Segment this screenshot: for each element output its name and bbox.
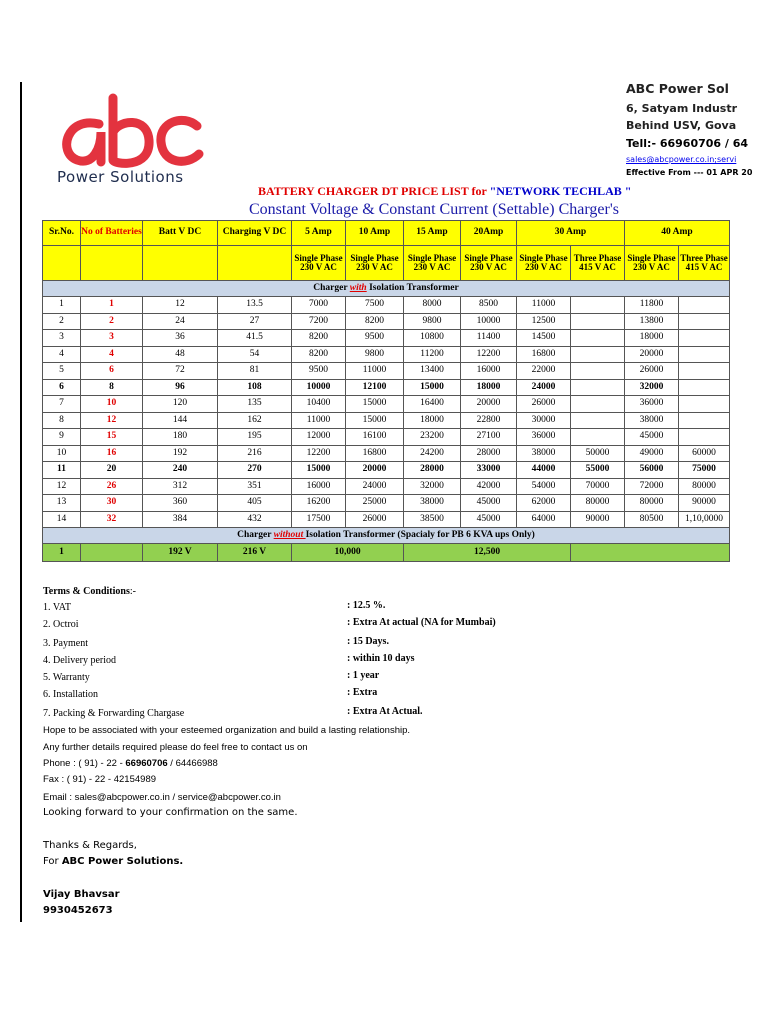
header-40-amp: 40 Amp (625, 221, 730, 246)
subheader-phase: Three Phase 415 V AC (679, 246, 730, 281)
subheader-empty (143, 246, 218, 281)
battery-count-cell: 1 (81, 297, 143, 314)
table-cell (679, 330, 730, 347)
table-cell: 45000 (461, 511, 517, 528)
table-cell: 12100 (346, 379, 404, 396)
table-cell (571, 330, 625, 347)
table-cell: 108 (218, 379, 292, 396)
table-cell: 20000 (625, 346, 679, 363)
table-cell: 216 (218, 445, 292, 462)
table-row (43, 396, 730, 413)
table-cell: 14500 (517, 330, 571, 347)
table-cell: 11800 (625, 297, 679, 314)
table-row (43, 511, 730, 528)
table-cell (571, 297, 625, 314)
table-cell: 144 (143, 412, 218, 429)
table-cell: 48 (143, 346, 218, 363)
table-cell: 22000 (517, 363, 571, 380)
table-cell: 16000 (292, 478, 346, 495)
table-cell: 11000 (517, 297, 571, 314)
logo-tagline: Power Solutions (57, 168, 184, 186)
term-label: 2. Octroi (43, 619, 79, 630)
table-cell: 62000 (517, 495, 571, 512)
signer-phone: 9930452673 (43, 905, 113, 916)
table-cell: 36 (143, 330, 218, 347)
table-cell: 22800 (461, 412, 517, 429)
term-value: : within 10 days (347, 653, 415, 664)
table-cell (679, 412, 730, 429)
contact-email: Email : sales@abcpower.co.in / service@abcpower.co.in (43, 792, 281, 803)
table-cell: 20000 (461, 396, 517, 413)
table-cell: 49000 (625, 445, 679, 462)
battery-count-cell: 26 (81, 478, 143, 495)
company-info (626, 81, 768, 177)
term-value: : Extra (347, 687, 378, 698)
table-cell: 80000 (571, 495, 625, 512)
subheader-empty (81, 246, 143, 281)
table-cell: 18000 (461, 379, 517, 396)
table-cell (571, 429, 625, 446)
table-cell: 351 (218, 478, 292, 495)
term-value: : Extra At Actual. (347, 706, 423, 717)
table-cell: 7500 (346, 297, 404, 314)
table-cell: 4 (43, 346, 81, 363)
table-cell: 9 (43, 429, 81, 446)
table-cell: 90000 (571, 511, 625, 528)
term-value: : 12.5 %. (347, 600, 386, 611)
term-label: 4. Delivery period (43, 655, 117, 666)
table-subheader-row (43, 246, 730, 281)
subheader-phase: Single Phase 230 V AC (292, 246, 346, 281)
term-value: : 15 Days. (347, 636, 389, 647)
header-no-of-batteries: No of Batteries (81, 221, 143, 246)
term-label: 3. Payment (43, 638, 88, 649)
term-label: 6. Installation (43, 689, 98, 700)
table-cell: 8 (43, 412, 81, 429)
subheader-phase: Single Phase 230 V AC (517, 246, 571, 281)
section-title: Charger with Isolation Transformer (43, 281, 730, 297)
table-cell: 6 (43, 379, 81, 396)
table-row (43, 429, 730, 446)
table-cell: 2 (43, 313, 81, 330)
table-cell: 25000 (346, 495, 404, 512)
header-5-amp: 5 Amp (292, 221, 346, 246)
table-row (43, 412, 730, 429)
battery-count-cell: 10 (81, 396, 143, 413)
table-cell: 55000 (571, 462, 625, 479)
table-cell: 135 (218, 396, 292, 413)
table-cell: 216 V (218, 544, 292, 562)
table-cell: 16400 (404, 396, 461, 413)
company-email-link[interactable]: sales@abcpower.co.in;servi (626, 155, 737, 164)
client-name: "NETWORK TECHLAB " (489, 184, 632, 198)
table-cell (571, 544, 730, 562)
table-cell: 192 V (143, 544, 218, 562)
table-cell (571, 396, 625, 413)
table-cell: 11400 (461, 330, 517, 347)
table-row (43, 478, 730, 495)
table-cell: 80500 (625, 511, 679, 528)
table-cell: 56000 (625, 462, 679, 479)
table-cell: 405 (218, 495, 292, 512)
subheader-phase: Single Phase 230 V AC (346, 246, 404, 281)
header-10-amp: 10 Amp (346, 221, 404, 246)
table-row (43, 297, 730, 314)
term-label: 1. VAT (43, 602, 71, 613)
section-without-isolation (43, 528, 730, 544)
signer-name: Vijay Bhavsar (43, 889, 120, 900)
table-cell: 12200 (292, 445, 346, 462)
table-cell: 38000 (517, 445, 571, 462)
table-cell: 26000 (346, 511, 404, 528)
closing-hope: Hope to be associated with your esteemed organization and build a lasting relationship. (43, 725, 411, 736)
table-cell: 54 (218, 346, 292, 363)
table-cell: 1 (43, 544, 81, 562)
company-address-line-1: 6, Satyam Industr (626, 102, 738, 115)
closing-company: For ABC Power Solutions. (43, 856, 184, 867)
table-cell: 15000 (346, 412, 404, 429)
table-cell: 45000 (625, 429, 679, 446)
table-cell: 9500 (292, 363, 346, 380)
table-cell: 38000 (404, 495, 461, 512)
table-cell: 13400 (404, 363, 461, 380)
table-cell: 50000 (571, 445, 625, 462)
header-charging-v-dc: Charging V DC (218, 221, 292, 246)
table-cell: 360 (143, 495, 218, 512)
table-cell (81, 544, 143, 562)
table-cell: 9500 (346, 330, 404, 347)
table-cell: 72000 (625, 478, 679, 495)
table-cell: 15000 (404, 379, 461, 396)
table-cell: 96 (143, 379, 218, 396)
table-cell: 80000 (679, 478, 730, 495)
table-cell: 10800 (404, 330, 461, 347)
table-cell: 30000 (517, 412, 571, 429)
table-cell: 26000 (625, 363, 679, 380)
table-cell: 10 (43, 445, 81, 462)
table-cell (571, 412, 625, 429)
table-cell: 1 (43, 297, 81, 314)
battery-count-cell: 6 (81, 363, 143, 380)
table-cell: 195 (218, 429, 292, 446)
table-cell (679, 396, 730, 413)
table-cell (679, 429, 730, 446)
table-cell: 16200 (292, 495, 346, 512)
contact-phone: Phone : ( 91) - 22 - 66960706 / 64466988 (43, 758, 218, 769)
table-cell: 44000 (517, 462, 571, 479)
price-table (42, 220, 730, 562)
table-cell: 1,10,0000 (679, 511, 730, 528)
table-cell: 81 (218, 363, 292, 380)
company-telephone: Tell:- 66960706 / 64 (626, 137, 749, 150)
table-cell: 9800 (404, 313, 461, 330)
table-cell: 192 (143, 445, 218, 462)
table-cell (571, 346, 625, 363)
table-cell: 13.5 (218, 297, 292, 314)
table-cell: 12500 (517, 313, 571, 330)
table-cell: 90000 (679, 495, 730, 512)
battery-count-cell: 15 (81, 429, 143, 446)
header-batt-v-dc: Batt V DC (143, 221, 218, 246)
table-cell (679, 346, 730, 363)
table-cell: 13800 (625, 313, 679, 330)
battery-count-cell: 3 (81, 330, 143, 347)
table-cell: 8000 (404, 297, 461, 314)
table-cell: 24200 (404, 445, 461, 462)
table-cell: 38000 (625, 412, 679, 429)
header-15-amp: 15 Amp (404, 221, 461, 246)
table-cell: 240 (143, 462, 218, 479)
table-cell: 33000 (461, 462, 517, 479)
table-cell: 75000 (679, 462, 730, 479)
table-cell: 11 (43, 462, 81, 479)
table-cell: 10000 (292, 379, 346, 396)
table-cell: 16100 (346, 429, 404, 446)
subheader-empty (218, 246, 292, 281)
table-cell: 32000 (625, 379, 679, 396)
table-cell: 54000 (517, 478, 571, 495)
left-border-line (20, 82, 22, 922)
table-cell: 28000 (404, 462, 461, 479)
section-with-isolation (43, 281, 730, 297)
subheader-phase: Three Phase 415 V AC (571, 246, 625, 281)
table-cell: 312 (143, 478, 218, 495)
battery-count-cell: 12 (81, 412, 143, 429)
table-cell: 10,000 (292, 544, 404, 562)
table-cell: 8200 (292, 346, 346, 363)
battery-count-cell: 8 (81, 379, 143, 396)
section-title: Charger without Isolation Transformer (Spacialy for PB 6 KVA ups Only) (43, 528, 730, 544)
table-header-row (43, 221, 730, 246)
table-cell: 270 (218, 462, 292, 479)
table-cell: 23200 (404, 429, 461, 446)
subheader-phase: Single Phase 230 V AC (625, 246, 679, 281)
table-cell: 80000 (625, 495, 679, 512)
table-cell: 15000 (346, 396, 404, 413)
table-cell (679, 363, 730, 380)
table-cell: 120 (143, 396, 218, 413)
terms-heading: Terms & Conditions:- (43, 586, 136, 597)
table-cell: 24000 (517, 379, 571, 396)
table-cell: 7 (43, 396, 81, 413)
table-cell: 5 (43, 363, 81, 380)
table-cell: 9800 (346, 346, 404, 363)
table-cell (571, 379, 625, 396)
term-label: 7. Packing & Forwarding Chargase (43, 708, 185, 719)
table-row (43, 313, 730, 330)
price-list-subtitle: Constant Voltage & Constant Current (Settable) Charger's (249, 201, 619, 218)
table-cell: 70000 (571, 478, 625, 495)
table-cell: 27 (218, 313, 292, 330)
contact-fax: Fax : ( 91) - 22 - 42154989 (43, 774, 157, 785)
term-value: : 1 year (347, 670, 380, 681)
table-cell: 11000 (292, 412, 346, 429)
subheader-empty (43, 246, 81, 281)
table-cell: 10000 (461, 313, 517, 330)
table-cell: 72 (143, 363, 218, 380)
table-row (43, 462, 730, 479)
table-row (43, 346, 730, 363)
company-name: ABC Power Sol (626, 81, 729, 96)
table-cell: 13 (43, 495, 81, 512)
table-cell (571, 363, 625, 380)
table-cell: 32000 (404, 478, 461, 495)
closing-further: Any further details required please do feel free to contact us on (43, 742, 308, 753)
table-cell (679, 313, 730, 330)
price-list-title: BATTERY CHARGER DT PRICE LIST for "NETWORK TECHLAB " (258, 184, 632, 198)
table-cell: 12 (143, 297, 218, 314)
table-cell: 18000 (404, 412, 461, 429)
table-cell: 16800 (346, 445, 404, 462)
table-cell: 36000 (625, 396, 679, 413)
battery-count-cell: 20 (81, 462, 143, 479)
table-cell: 38500 (404, 511, 461, 528)
header-30-amp: 30 Amp (517, 221, 625, 246)
table-cell: 64000 (517, 511, 571, 528)
table-cell: 8500 (461, 297, 517, 314)
table-cell: 12200 (461, 346, 517, 363)
table-cell: 14 (43, 511, 81, 528)
battery-count-cell: 2 (81, 313, 143, 330)
table-cell: 26000 (517, 396, 571, 413)
table-row (43, 495, 730, 512)
table-cell: 7200 (292, 313, 346, 330)
table-cell: 11000 (346, 363, 404, 380)
table-row (43, 544, 730, 562)
table-cell: 60000 (679, 445, 730, 462)
table-cell: 12 (43, 478, 81, 495)
table-cell: 432 (218, 511, 292, 528)
table-cell: 15000 (292, 462, 346, 479)
table-row (43, 379, 730, 396)
table-cell: 24 (143, 313, 218, 330)
table-cell: 180 (143, 429, 218, 446)
table-cell (571, 313, 625, 330)
table-row (43, 330, 730, 347)
table-cell: 162 (218, 412, 292, 429)
table-row (43, 363, 730, 380)
subheader-phase: Single Phase 230 V AC (404, 246, 461, 281)
term-value: : Extra At actual (NA for Mumbai) (347, 617, 496, 628)
table-cell: 3 (43, 330, 81, 347)
header-20-amp: 20Amp (461, 221, 517, 246)
battery-count-cell: 32 (81, 511, 143, 528)
table-cell: 12,500 (404, 544, 571, 562)
table-cell: 11200 (404, 346, 461, 363)
table-cell: 42000 (461, 478, 517, 495)
table-cell: 17500 (292, 511, 346, 528)
table-cell: 20000 (346, 462, 404, 479)
table-cell: 45000 (461, 495, 517, 512)
table-cell: 27100 (461, 429, 517, 446)
table-cell: 18000 (625, 330, 679, 347)
table-cell: 28000 (461, 445, 517, 462)
closing-thanks: Thanks & Regards, (43, 840, 137, 851)
table-cell: 41.5 (218, 330, 292, 347)
table-cell: 8200 (292, 330, 346, 347)
table-cell: 16800 (517, 346, 571, 363)
table-cell: 24000 (346, 478, 404, 495)
table-cell: 12000 (292, 429, 346, 446)
table-cell: 10400 (292, 396, 346, 413)
effective-date: Effective From --- 01 APR 20 (626, 168, 753, 177)
battery-count-cell: 4 (81, 346, 143, 363)
subheader-phase: Single Phase 230 V AC (461, 246, 517, 281)
table-cell (679, 379, 730, 396)
table-cell: 8200 (346, 313, 404, 330)
battery-count-cell: 16 (81, 445, 143, 462)
battery-count-cell: 30 (81, 495, 143, 512)
header-sr-no: Sr.No. (43, 221, 81, 246)
table-row (43, 445, 730, 462)
company-address-line-2: Behind USV, Gova (626, 119, 737, 132)
table-cell: 16000 (461, 363, 517, 380)
term-label: 5. Warranty (43, 672, 90, 683)
closing-looking-forward: Looking forward to your confirmation on the same. (43, 807, 298, 818)
table-cell: 36000 (517, 429, 571, 446)
table-cell: 384 (143, 511, 218, 528)
table-cell: 7000 (292, 297, 346, 314)
table-cell (679, 297, 730, 314)
